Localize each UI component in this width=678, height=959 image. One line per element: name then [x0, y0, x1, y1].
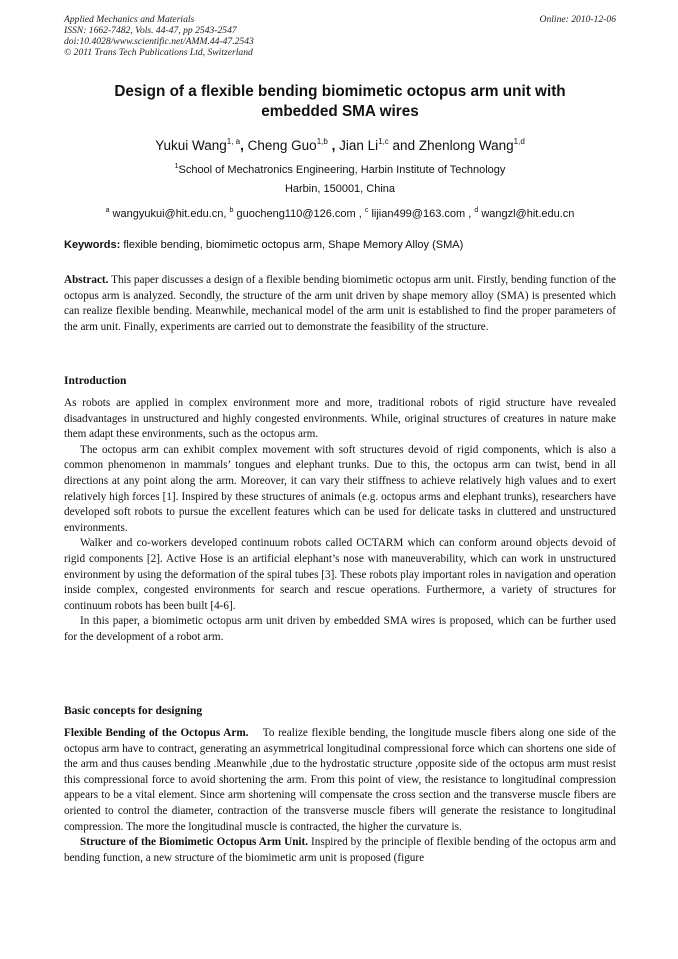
intro-paragraph: In this paper, a biomimetic octopus arm unit driven by embedded SMA wires is proposed, which can be further used for the development of a robot arm.: [64, 615, 616, 643]
author-name: Yukui Wang: [155, 138, 227, 153]
paper-title: [64, 82, 616, 122]
author-list: Yukui Wang$^{1, a}$, Cheng Guo$^{1,b}$ , Jian Li$^{1,c}$ and Zhenlong Wang$^{1,d}$: [155, 137, 525, 153]
intro-paragraph: As robots are applied in complex environment more and more, traditional robots of rigid structure have revealed disadvantages in unstructured and highly congested environments. While, original structures of creatures in nature make them adapt these environments, such as the octopus arm.: [64, 397, 616, 441]
affiliation: [64, 160, 616, 177]
author-sup: 1,d: [513, 137, 525, 146]
section-heading-basic-concepts: Basic concepts for designing: [64, 705, 203, 717]
title-line-1: Design of a flexible bending biomimetic octopus arm unit with: [114, 83, 566, 100]
email-sup: c: [364, 207, 369, 214]
introduction-body: [64, 396, 616, 646]
section-heading-introduction: Introduction: [64, 375, 127, 387]
affiliation-city: [64, 182, 616, 196]
paragraph-text: To realize flexible bending, the longitude muscle fibers along one side of the octopus arm have to contract, generating an asymmetrical longitudinal compressional force which can shortens one side of the arm and thus causes bending .Meanwhile ,due to the hydrostatic structure ,opposite side of the octopus arm must resist this compressional force to avoid shortening the arm. From this point of view, the resistance to longitudinal compression appears to be a vital element. Since arm shortening will compensate the cross section and the transverse muscle fibers are oriented to control the diameter, contraction of the transverse muscle fibers will generate the resistance to longitudinal compression. The more the longitudinal muscle is contracted, the higher the curvature is.: [64, 727, 616, 833]
affiliation-sup: 1: [174, 163, 179, 170]
author-sup: 1, a: [226, 137, 241, 146]
journal-issn: ISSN: 1662-7482, Vols. 44-47, pp 2543-2547: [64, 25, 237, 36]
journal-copyright: © 2011 Trans Tech Publications Ltd, Switzerland: [64, 47, 253, 58]
email-link[interactable]: lijian499@163.com: [371, 208, 466, 220]
email-sup: a: [105, 207, 110, 214]
basic-paragraph: [64, 726, 616, 835]
keywords-label: Keywords:: [64, 239, 121, 251]
email-link[interactable]: wangzl@hit.edu.cn: [481, 208, 575, 220]
basic-concepts-body: [64, 726, 616, 866]
email-sup: b: [229, 207, 234, 214]
abstract-text: This paper discusses a design of a flexible bending biomimetic octopus arm unit. Firstly, bending function of the octopus arm is analyzed. Secondly, the structure of the arm unit driven by shape memory alloy (SMA) is presented which can realize flexible bending. Meanwhile, mechanical model of the arm unit is established to find the proper parameters of the arm unit. Finally, experiments are carried out to demonstrate the feasibility of the structure.: [64, 274, 616, 333]
subsection-label: Flexible Bending of the Octopus Arm.: [64, 727, 249, 739]
basic-paragraph: [64, 835, 616, 866]
abstract-label: Abstract.: [64, 274, 109, 286]
author-sup: 1,c: [378, 137, 389, 146]
email-list: $^a$ wangyukui@hit.edu.cn, $^b$ guocheng110@126.com , $^c$ lijian499@163.com , $^d$ wangzl@hit.edu.cn: [105, 207, 575, 220]
intro-paragraph: Walker and co-workers developed continuum robots called OCTARM which can conform around objects devoid of rigid components [2]. Active Hose is an artificial elephant’s nose with maneuverability, which can work in unstructured environment by using the deformation of the spiral tubes [3]. These robots play important roles in navigation and operation inside complex, congested environments for search and rescue operations. Furthermore, a variety of structures for continuum robots has been built [4-6].: [64, 537, 616, 612]
affiliation-line-2: Harbin, 150001, China: [284, 183, 396, 195]
email-link[interactable]: wangyukui@hit.edu.cn: [112, 208, 224, 220]
paragraph-text: Inspired by the principle of flexible bending of the octopus arm and bending function, a new structure of the biomimetic arm unit is proposed (figure: [64, 836, 616, 864]
author-name: Jian Li: [339, 138, 379, 153]
keywords: [64, 238, 616, 252]
author-sup: 1,b: [316, 137, 328, 146]
affiliation-line-1: School of Mechatronics Engineering, Harbin Institute of Technology: [178, 164, 506, 176]
online-date: Online: 2010-12-06: [539, 14, 616, 25]
author-name: Zhenlong Wang: [418, 138, 514, 153]
journal-doi: doi:10.4028/www.scientific.net/AMM.44-47.2543: [64, 36, 254, 47]
email-sup: d: [474, 207, 479, 214]
email-link[interactable]: guocheng110@126.com: [236, 208, 356, 220]
author-name: Cheng Guo: [247, 138, 317, 153]
subsection-label: Structure of the Biomimetic Octopus Arm Unit.: [80, 836, 309, 849]
title-line-2: embedded SMA wires: [261, 103, 419, 120]
journal-name: Applied Mechanics and Materials: [64, 14, 195, 25]
journal-header: [64, 14, 616, 58]
abstract: [64, 273, 616, 335]
keywords-text: flexible bending, biomimetic octopus arm, Shape Memory Alloy (SMA): [123, 239, 464, 251]
intro-paragraph: The octopus arm can exhibit complex movement with soft structures devoid of rigid components, which is also a common phenomenon in mammals’ tongues and elephant trunks. Due to this, the octopus arm can twist, bend in all directions at any point along the arm. Moreover, it can vary their stiffness to achieve relatively high values and to exert relatively high forces [1]. Inspired by these structures of animals (e.g. octopus arms and elephant trunks), researchers have developed soft robots to pursue the excellent features which can be used for delicate tasks in cluttered and unstructured environments.: [64, 443, 616, 534]
